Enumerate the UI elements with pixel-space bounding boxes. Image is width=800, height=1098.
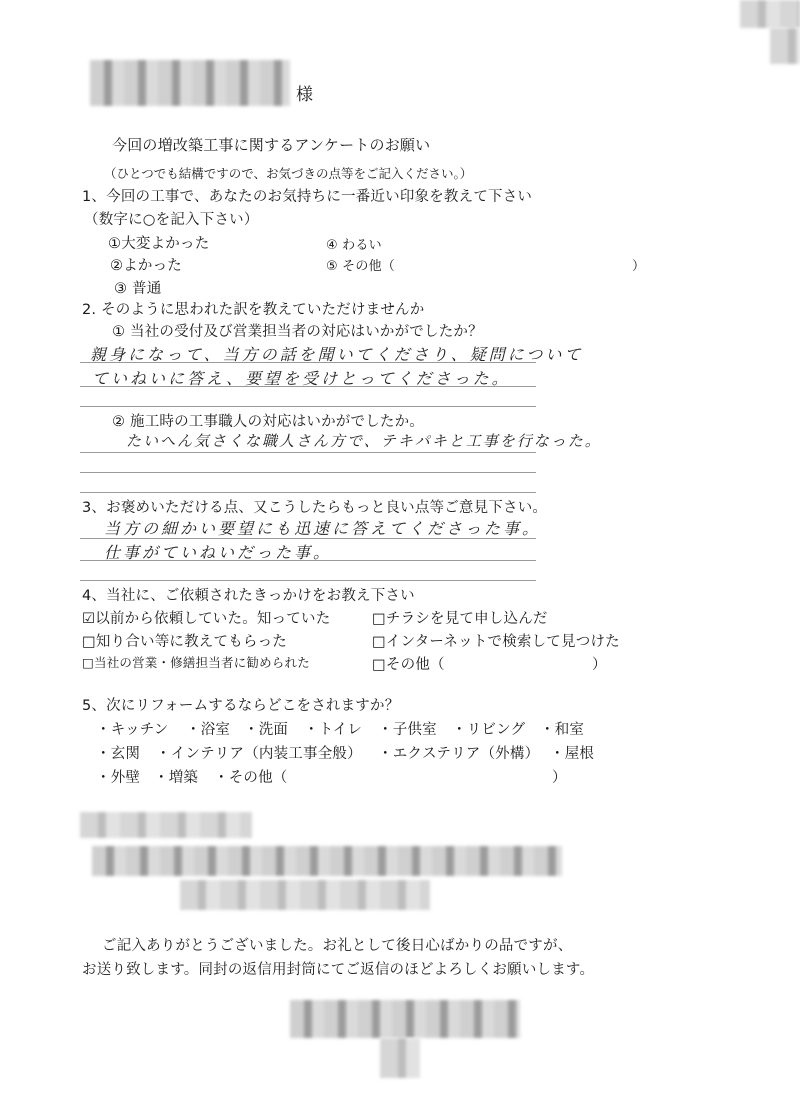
- redacted-company-phone: [180, 880, 430, 910]
- q5-entrance[interactable]: ・玄関: [96, 746, 141, 762]
- redacted-corner: [740, 0, 800, 28]
- q4-option-other[interactable]: □その他（: [372, 657, 445, 673]
- q5-question: 5、次にリフォームするならどこをされますか？: [82, 698, 400, 714]
- redacted-stamp: [290, 1000, 520, 1038]
- q1-option-5-close: ）: [632, 259, 646, 274]
- q2-sub1: ① 当社の受付及び営業担当者の対応はいかがでしたか？: [112, 324, 483, 340]
- q2-answer2-rule-2: [80, 472, 536, 473]
- q2-answer1-rule-2: [80, 386, 536, 387]
- q5-kitchen[interactable]: ・キッチン: [96, 722, 169, 738]
- q5-other[interactable]: ・その他（: [214, 770, 288, 786]
- q4-option-flyer[interactable]: □チラシを見て申し込んだ: [372, 611, 548, 627]
- intro-text: （ひとつでも結構ですので、お気づきの点等をご記入ください。）: [104, 166, 473, 181]
- redacted-company-name: [80, 812, 252, 838]
- q2-sub2: ② 施工時の工事職人の対応はいかがでしたか。: [112, 414, 425, 430]
- q5-living[interactable]: ・リビング: [452, 722, 526, 738]
- q5-toilet[interactable]: ・トイレ: [304, 722, 363, 738]
- q2-answer1-line1: 親身になって、当方の話を聞いてくださり、疑問について: [90, 345, 584, 364]
- q5-extension[interactable]: ・増築: [154, 770, 199, 786]
- q4-option-prior[interactable]: ☑以前から依頼していた。知っていた: [82, 611, 331, 627]
- q3-answer-rule-3: [80, 580, 536, 581]
- q5-interior[interactable]: ・インテリア（内装工事全般）: [156, 746, 362, 762]
- q5-kids-room[interactable]: ・子供室: [378, 722, 437, 738]
- footer-line-2: お送り致します。同封の返信用封筒にてご返信のほどよろしくお願いします。: [82, 962, 595, 978]
- q2-answer2-rule-3: [80, 492, 536, 493]
- q1-option-2[interactable]: ②よかった: [110, 258, 182, 274]
- q4-question: 4、当社に、ご依頼されたきっかけをお教え下さい: [82, 588, 415, 604]
- q3-question: 3、お褒めいただける点、又こうしたらもっと良い点等ご意見下さい。: [82, 500, 548, 516]
- q2-answer2-rule-1: [80, 452, 536, 453]
- q3-answer-line1: 当方の細かい要望にも迅速に答えてくださった事。: [104, 519, 542, 538]
- q2-answer1-rule-3: [80, 406, 536, 407]
- q1-option-1[interactable]: ①大変よかった: [108, 236, 210, 252]
- q1-instruction: （数字に○を記入下さい）: [84, 212, 259, 228]
- q5-bathroom[interactable]: ・浴室: [186, 722, 231, 738]
- q1-option-5[interactable]: ⑤ その他（: [326, 259, 395, 274]
- q4-option-referral[interactable]: □知り合い等に教えてもらった: [82, 634, 287, 650]
- q5-exterior[interactable]: ・エクステリア（外構）: [378, 746, 540, 762]
- q1-option-4[interactable]: ④ わるい: [326, 238, 382, 253]
- redacted-stamp-2: [380, 1038, 420, 1078]
- q3-answer-rule-2: [80, 560, 536, 561]
- q5-other-close: ）: [552, 770, 567, 786]
- q1-option-3[interactable]: ③ 普通: [114, 281, 162, 297]
- q2-answer1-rule-1: [80, 362, 536, 363]
- q4-option-other-close: ）: [592, 657, 607, 673]
- name-suffix: 様: [296, 85, 314, 105]
- redacted-corner-2: [770, 28, 800, 64]
- q5-outer-wall[interactable]: ・外壁: [96, 770, 141, 786]
- q2-answer2-line1: たいへん気さくな職人さん方で、テキパキと工事を行なった。: [126, 432, 602, 450]
- redacted-customer-name: [90, 60, 290, 106]
- q3-answer-line2: 仕事がていねいだった事。: [104, 543, 333, 562]
- q5-washroom[interactable]: ・洗面: [244, 722, 289, 738]
- q4-option-sales[interactable]: □当社の営業・修繕担当者に勧められた: [82, 655, 310, 670]
- q1-question: 1、今回の工事で、あなたのお気持ちに一番近い印象を教えて下さい: [82, 189, 533, 205]
- footer-line-1: ご記入ありがとうございました。お礼として後日心ばかりの品ですが、: [102, 938, 573, 954]
- q4-option-internet[interactable]: □インターネットで検索して見つけた: [372, 634, 620, 650]
- q2-question: 2. そのように思われた訳を教えていただけませんか: [82, 302, 425, 318]
- q5-roof[interactable]: ・屋根: [550, 746, 595, 762]
- q2-answer1-line2: ていねいに答え、要望を受けとってくださった。: [92, 369, 511, 388]
- q5-japanese-room[interactable]: ・和室: [540, 722, 585, 738]
- redacted-company-address: [92, 846, 562, 876]
- page-title: 今回の増改築工事に関するアンケートのお願い: [112, 136, 431, 154]
- q3-answer-rule-1: [80, 538, 536, 539]
